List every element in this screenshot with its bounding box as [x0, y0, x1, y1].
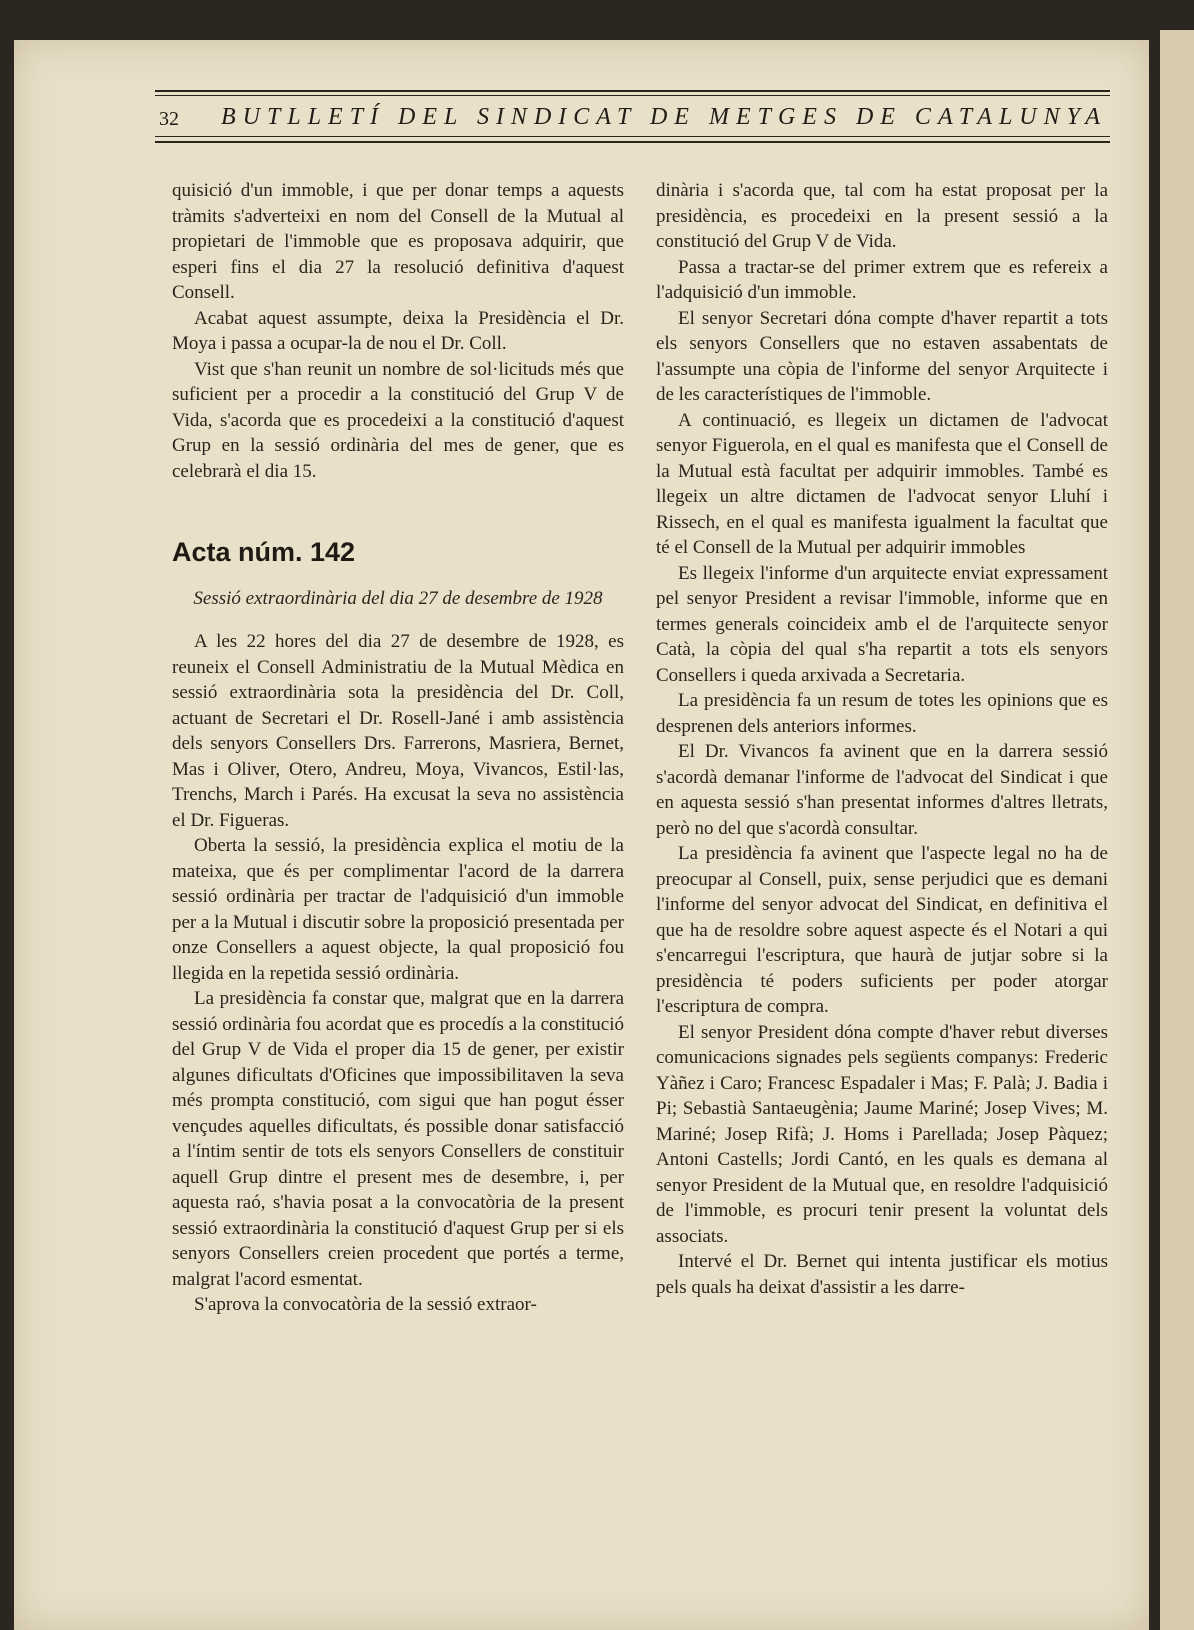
header-rule-bottom — [155, 141, 1110, 143]
paragraph: Passa a tractar-se del primer extrem que es refereix a l'adquisició d'un immoble. — [656, 256, 1108, 303]
acta-heading: Acta núm. 142 — [172, 537, 356, 567]
paragraph: El senyor President dóna compte d'haver rebut diverses comunicacions signades pels següents companys: Frederic Yàñez i Caro; Francesc Espadaler i Mas; F. Palà; J. Badia i Pi; Sebastià Santaeugènia; Jaume Mariné; Josep Vives; M. Mariné; Josep Rifà; J. Homs i Parellada; Josep Pàquez; Antoni Castells; Jordi Cantó, en les quals es demana al senyor President de la Mutual que, en resoldre l'adquisició de l'immoble, es procuri tenir present la voluntat dels associats. — [656, 1021, 1108, 1247]
paragraph: Oberta la sessió, la presidència explica el motiu de la mateixa, que és per complimentar l'acord de la darrera sessió ordinària per tractar de l'adquisició d'un immoble per a la Mutual i discutir sobre la proposició presentada per onze Consellers a aquest objecte, la qual proposició fou llegida en la repetida sessió ordinària. — [172, 835, 624, 984]
paragraph: Es llegeix l'informe d'un arquitecte enviat expressament pel senyor President a revisar l'immoble, informe que en termes generals coincideix amb el de l'arquitecte senyor Catà, la còpia del qual s'ha repartit a tots els senyors Consellers i queda arxivada a Secretaria. — [656, 562, 1108, 686]
paragraph: S'aprova la convocatòria de la sessió extraor- — [194, 1294, 537, 1315]
page-number: 32 — [159, 108, 179, 130]
right-column — [656, 178, 1108, 1300]
paragraph: A continuació, es llegeix un dictamen de l'advocat senyor Figuerola, en el qual es manifesta que el Consell de la Mutual està facultat per adquirir immobles. També es llegeix un altre dictamen de l'advocat senyor Lluhí i Rissech, en el qual es manifesta igualment la facultat que té el Consell de la Mutual per adquirir immobles — [656, 409, 1108, 558]
header-rule-bottom-thin — [155, 136, 1110, 137]
header-rule-top-thin — [155, 95, 1110, 96]
paragraph: dinària i s'acorda que, tal com ha estat proposat per la presidència, es procedeixi en la present sessió a la constitució del Grup V de Vida. — [656, 180, 1108, 252]
journal-title: BUTLLETÍ DEL SINDICAT DE METGES DE CATALUNYA — [221, 104, 1107, 130]
page-header — [155, 90, 1110, 150]
paragraph: Intervé el Dr. Bernet qui intenta justificar els motius pels quals ha deixat d'assistir a les darre- — [656, 1251, 1108, 1298]
paragraph: quisició d'un immoble, i que per donar temps a aquests tràmits s'adverteixi en nom del Consell de la Mutual al propietari de l'immoble que es proposava adquirir, que esperi fins el dia 27 la resolució definitiva d'aquest Consell. — [172, 180, 624, 303]
paragraph: La presidència fa un resum de totes les opinions que es desprenen dels anteriors informes. — [656, 690, 1108, 737]
paragraph: A les 22 hores del dia 27 de desembre de 1928, es reuneix el Consell Administratiu de la Mutual Mèdica en sessió extraordinària sota la presidència del Dr. Coll, actuant de Secretari el Dr. Rosell-Jané i amb assistència dels senyors Consellers Drs. Farrerons, Masriera, Bernet, Mas i Oliver, Otero, Andreu, Moya, Vivancos, Estil·las, Trenchs, March i Parés. Ha excusat la seva no assistència el Dr. Figueras. — [172, 631, 624, 831]
paragraph: El senyor Secretari dóna compte d'haver repartit a tots els senyors Consellers que no estaven assabentats de l'assumpte una còpia de l'informe del senyor Arquitecte i de les característiques de l'immoble. — [656, 307, 1108, 405]
header-rule-top — [155, 90, 1110, 92]
paragraph: Acabat aquest assumpte, deixa la Presidència el Dr. Moya i passa a ocupar-la de nou el Dr. Coll. — [172, 307, 624, 354]
session-title: Sessió extraordinària del dia 27 de desembre de 1928 — [193, 587, 603, 609]
left-column — [172, 178, 624, 1318]
paragraph: La presidència fa avinent que l'aspecte legal no ha de preocupar al Consell, puix, sense perjudici que es demani l'informe del senyor advocat del Sindicat, en definitiva el que ha de resoldre sobre aquest aspecte és el Notari a qui s'encarregui l'escriptura, que haurà de jutjar sobre si la presidència té poders suficients per poder atorgar l'escriptura de compra. — [656, 843, 1108, 1017]
paragraph: El Dr. Vivancos fa avinent que en la darrera sessió s'acordà demanar l'informe de l'advocat del Sindicat i que en aquesta sessió s'han presentat informes d'altres lletrats, però no del que s'acordà consultar. — [656, 741, 1108, 839]
next-page-edge — [1160, 30, 1194, 1630]
paragraph: La presidència fa constar que, malgrat que en la darrera sessió ordinària fou acordat que es procedís a la constitució del Grup V de Vida el proper dia 15 de gener, per existir algunes dificultats d'Oficines que impossibilitaven la seva més prompta constitució, com sigui que han pogut ésser vençudes aquelles dificultats, és possible donar satisfacció a l'íntim sentir de tots els senyors Consellers de constituir aquell Grup dintre el present mes de desembre, i, per aquesta raó, s'havia posat a la convocatòria de la present sessió extraordinària la constitució d'aquest Grup per si els senyors Consellers creien procedent que portés a terme, malgrat l'acord esmentat. — [172, 988, 624, 1290]
paragraph: Vist que s'han reunit un nombre de sol·licituds més que suficient per a procedir a la constitució del Grup V de Vida, s'acorda que es procedeixi a la constitució d'aquest Grup en la sessió ordinària del mes de gener, que es celebrarà el dia 15. — [172, 358, 624, 482]
